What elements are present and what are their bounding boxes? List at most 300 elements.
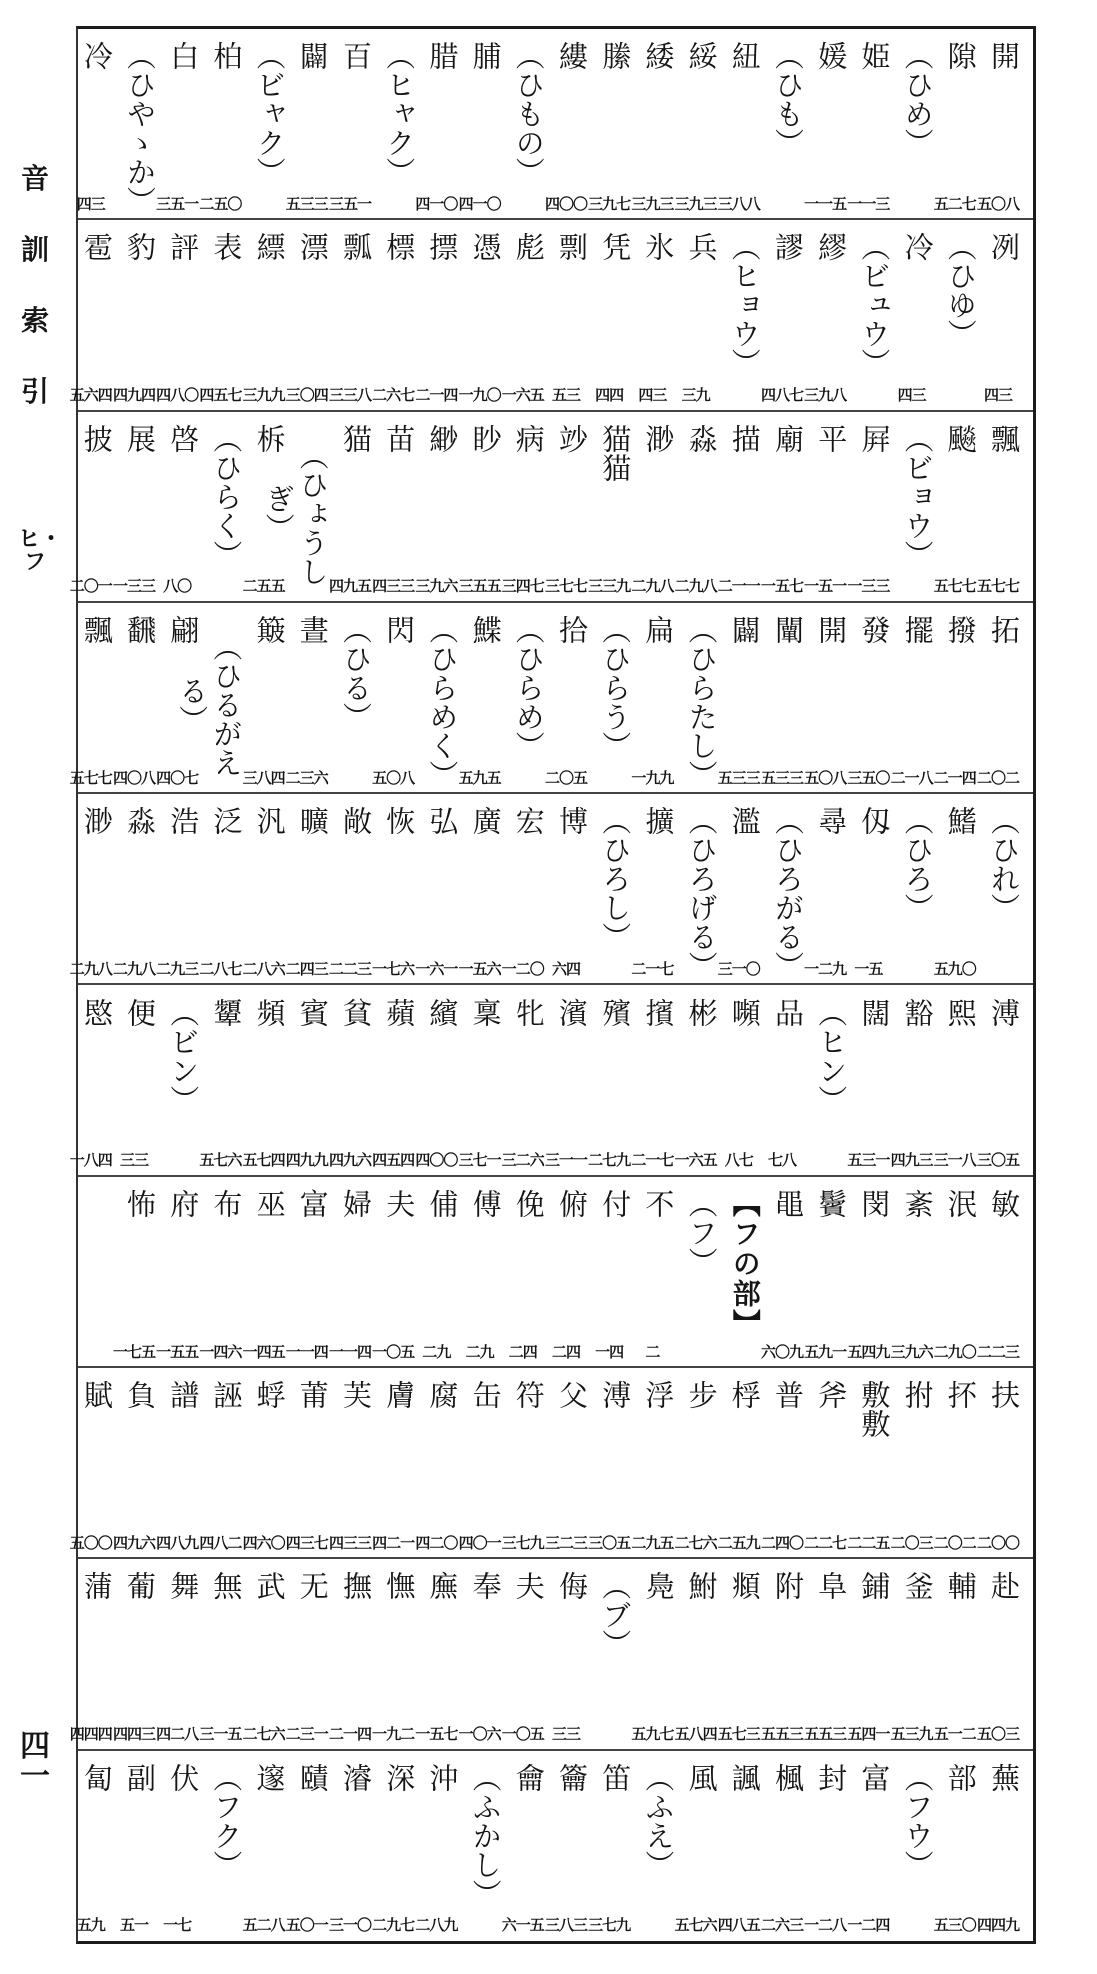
index-entry	[327, 1177, 373, 1368]
entry-head: 嚬	[727, 997, 762, 1027]
entry-head: 發	[857, 614, 892, 644]
index-entry	[111, 412, 157, 603]
entry-head: 苗	[382, 423, 417, 453]
entry-page-ref: 二四三	[285, 959, 328, 978]
index-entry	[586, 1368, 632, 1559]
entry-head: 俌	[425, 1188, 460, 1218]
entry-head: 缶	[468, 1380, 503, 1410]
entry-head: 仭	[857, 806, 892, 836]
entry-head: 渺	[79, 806, 114, 836]
index-entry	[241, 794, 287, 985]
index-entry	[629, 794, 675, 985]
entry-head: 擺	[900, 614, 935, 644]
entry-page-ref: 三一〇	[328, 1916, 371, 1935]
entry-page-ref: 二七九	[588, 1151, 631, 1170]
entry-page-ref: 二二五	[847, 1533, 890, 1552]
entry-page-ref: 二一七	[631, 959, 674, 978]
entry-page-ref: 三七九	[501, 1533, 544, 1552]
index-entry	[543, 1177, 589, 1368]
index-entry	[111, 794, 157, 985]
entry-head: 敏	[987, 1188, 1021, 1218]
entry-head: 莆	[295, 1380, 330, 1410]
index-entry	[802, 29, 848, 220]
entry-head: 濱	[555, 997, 589, 1027]
entry-head: 猫	[339, 423, 373, 453]
index-entry	[802, 220, 848, 411]
index-entry	[413, 1751, 459, 1942]
entry-page-ref: 三八三	[544, 1916, 587, 1935]
entry-page-ref: 四二一	[372, 1533, 415, 1552]
entry-head: 冷	[900, 232, 935, 262]
index-entry	[154, 1559, 200, 1750]
entry-head: 廣	[468, 806, 503, 836]
entry-page-ref: 五八四	[674, 1725, 717, 1744]
entry-head: 闊	[857, 997, 892, 1027]
entry-head: 膚	[382, 1380, 417, 1410]
entry-page-ref: 一三三	[112, 577, 155, 596]
index-entry	[543, 1751, 589, 1942]
entry-page-ref: 五七七	[933, 577, 976, 596]
entry-head: 鰭	[943, 806, 978, 836]
entry-head: 輔	[943, 1571, 978, 1601]
entry-head: 飄	[79, 614, 114, 644]
index-entry	[932, 794, 978, 985]
index-band	[78, 29, 1033, 220]
index-entry	[845, 412, 891, 603]
index-band	[69, 986, 1033, 1177]
entry-page-ref: 五〇八	[372, 768, 415, 787]
entry-head: 縢	[598, 41, 633, 70]
index-entry	[932, 1177, 978, 1368]
entry-page-ref: 四一〇	[415, 194, 458, 213]
entry-page-ref: 五七七	[976, 577, 1019, 596]
entry-page-ref: 四三三	[372, 577, 415, 596]
index-entry	[111, 1751, 157, 1942]
entry-page-ref: 六〇九	[760, 1342, 803, 1361]
entry-page-ref: 三一八	[933, 1151, 976, 1170]
index-entry	[327, 794, 373, 985]
entry-page-ref: 五四九	[847, 1342, 890, 1361]
entry-head: 副	[123, 1762, 157, 1792]
entry-head: 沖	[425, 1762, 460, 1792]
index-entry	[586, 1751, 632, 1942]
index-entry	[629, 29, 675, 220]
entry-head: 敷敷	[857, 1380, 892, 1439]
index-entry	[500, 1751, 546, 1942]
entry-page-ref: 一四	[595, 1342, 624, 1361]
entry-page-ref: 三九六	[890, 1342, 933, 1361]
entry-page-ref: 一五七	[760, 577, 803, 596]
entry-page-ref: 三一〇	[717, 959, 760, 978]
entry-head: 撥	[943, 614, 978, 644]
entry-head: 廡	[425, 1571, 460, 1601]
entry-head: （フ）	[684, 1188, 719, 1276]
entry-page-ref: 五三三	[717, 768, 760, 787]
index-entry	[716, 603, 762, 794]
entry-head: 漂	[295, 232, 330, 262]
entry-page-ref: 一五六	[458, 959, 501, 978]
index-entry	[673, 220, 719, 411]
entry-page-ref: 五〇三	[976, 1725, 1019, 1744]
entry-head: 鮒	[684, 1571, 719, 1601]
entry-page-ref: 四三	[638, 386, 667, 405]
entry-head: 附	[771, 1571, 805, 1601]
entry-head: （ひらめ）	[511, 614, 546, 760]
entry-page-ref: 五三一	[847, 1151, 890, 1170]
entry-page-ref: 三八八	[717, 194, 760, 213]
index-entry	[327, 412, 373, 603]
index-entry	[975, 29, 1021, 220]
entry-page-ref: 四八二	[199, 1533, 242, 1552]
index-entry	[975, 412, 1021, 603]
entry-head: 闡	[771, 614, 805, 644]
entry-page-ref: 三八四	[242, 768, 285, 787]
index-entry	[673, 986, 719, 1177]
entry-head: 繆	[814, 232, 849, 262]
entry-page-ref: 二〇三	[890, 1533, 933, 1552]
entry-head: 浮	[641, 1380, 676, 1410]
entry-head: 猫猫	[598, 423, 633, 482]
index-entry	[759, 412, 805, 603]
index-entry	[759, 1368, 805, 1559]
index-entry	[500, 986, 546, 1177]
index-entry	[543, 794, 589, 985]
index-entry	[673, 29, 719, 220]
entry-head: 綏	[684, 41, 719, 70]
index-entry	[759, 1559, 805, 1750]
entry-head: 彪	[511, 232, 546, 262]
entry-head: 評	[166, 232, 201, 262]
index-entry	[586, 986, 632, 1177]
entry-page-ref: 二九	[422, 1342, 451, 1361]
index-entry	[284, 986, 330, 1177]
entry-head: 布	[209, 1188, 244, 1218]
index-entry	[975, 1177, 1021, 1368]
index-entry	[457, 220, 503, 411]
index-entry	[543, 1559, 589, 1750]
index-entry	[500, 220, 546, 411]
entry-head: 舞	[166, 1571, 201, 1601]
entry-head: 富	[857, 1762, 892, 1792]
entry-page-ref: 一四六	[199, 1342, 242, 1361]
index-entry	[716, 986, 762, 1177]
entry-page-ref: 二八七	[199, 959, 242, 978]
index-entry	[197, 29, 243, 220]
index-entry	[197, 794, 243, 985]
index-entry	[68, 220, 114, 411]
entry-page-ref: 五七六	[674, 1916, 717, 1935]
index-entry	[413, 1177, 459, 1368]
entry-head: 憮	[382, 1571, 417, 1601]
entry-page-ref: 三九七	[588, 194, 631, 213]
entry-page-ref: 二〇一	[69, 577, 112, 596]
index-band	[69, 412, 1033, 603]
index-title-char: 訓	[20, 233, 49, 266]
entry-head: 恢	[382, 806, 417, 836]
entry-page-ref: 五六四	[69, 386, 112, 405]
entry-head: 俛	[511, 1188, 546, 1218]
entry-page-ref: 五〇八	[976, 194, 1019, 213]
entry-page-ref: 二六三	[760, 1916, 803, 1935]
section-label: ヒ・フ	[18, 526, 63, 576]
entry-page-ref: 三五〇	[847, 768, 890, 787]
entry-page-ref: 二一一	[717, 577, 760, 596]
entry-page-ref: 一一三	[847, 194, 890, 213]
index-entry	[111, 1559, 157, 1750]
entry-head: 扶	[987, 1380, 1021, 1410]
entry-head: 扁	[641, 614, 676, 644]
entry-head: 黽	[771, 1188, 805, 1218]
entry-page-ref: 一一四	[285, 1342, 328, 1361]
index-entry	[889, 794, 935, 985]
index-entry	[543, 1368, 589, 1559]
entry-head: 謬	[771, 232, 805, 262]
entry-head: 俯	[555, 1188, 589, 1218]
entry-head: （ビュウ）	[857, 232, 892, 378]
entry-page-ref: 二九〇	[933, 1342, 976, 1361]
entry-head: 渺	[641, 423, 676, 453]
entry-head: 步	[684, 1380, 719, 1410]
index-entry	[413, 794, 459, 985]
index-entry	[111, 986, 157, 1177]
entry-head: （ビャク）	[252, 41, 287, 186]
index-entry	[802, 794, 848, 985]
entry-page-ref: 三三八	[328, 386, 371, 405]
entry-head: 普	[771, 1380, 805, 1410]
entry-head: （ひも）	[771, 41, 805, 157]
index-entry	[716, 29, 762, 220]
entry-head: 晝	[295, 614, 330, 644]
index-entry	[68, 1559, 114, 1750]
index-entry	[543, 603, 589, 794]
index-entry	[284, 1177, 330, 1368]
index-entry	[629, 1368, 675, 1559]
entry-head: （ヒン）	[814, 997, 849, 1114]
entry-head: 平	[814, 423, 849, 453]
entry-head: （ひらたし）	[684, 614, 719, 789]
entry-page-ref: 五九七	[631, 1725, 674, 1744]
entry-page-ref: 一二四	[847, 1916, 890, 1935]
index-entry	[111, 29, 157, 220]
entry-page-ref: 一五一	[804, 577, 847, 596]
index-entry	[413, 1368, 459, 1559]
index-entry	[327, 603, 373, 794]
entry-head: 富	[295, 1188, 330, 1218]
index-entry	[68, 1368, 114, 1559]
entry-head: 龠	[511, 1762, 546, 1792]
index-entry	[845, 986, 891, 1177]
entry-head: 顰	[209, 997, 244, 1027]
entry-head: 負	[123, 1380, 157, 1410]
entry-head: 部	[943, 1762, 978, 1792]
entry-head: 縹	[252, 232, 287, 262]
index-entry	[932, 29, 978, 220]
entry-page-ref: 二六七	[372, 386, 415, 405]
entry-page-ref: 五三三	[760, 768, 803, 787]
entry-page-ref: 二一四	[328, 1725, 371, 1744]
entry-page-ref: 四二〇	[415, 1533, 458, 1552]
index-entry	[586, 220, 632, 411]
index-entry	[845, 220, 891, 411]
index-entry	[716, 412, 762, 603]
entry-page-ref: 二八九	[415, 1916, 458, 1935]
entry-head: 芙	[339, 1380, 373, 1410]
entry-page-ref: 二五九	[717, 1533, 760, 1552]
index-entry	[154, 986, 200, 1177]
index-entry	[284, 603, 330, 794]
entry-head: 譜	[166, 1380, 201, 1410]
index-entry	[716, 1751, 762, 1942]
entry-head: （フク）	[209, 1762, 244, 1879]
entry-page-ref: 三七七	[544, 577, 587, 596]
entry-page-ref: 一二九	[804, 959, 847, 978]
entry-head: 笛	[598, 1762, 633, 1792]
entry-page-ref: 二九八	[112, 959, 155, 978]
index-entry	[197, 1751, 243, 1942]
entry-head: （ひゆ）	[943, 232, 978, 349]
entry-head: 頫	[727, 1571, 762, 1601]
index-title-char: 音	[20, 162, 49, 195]
index-entry	[457, 794, 503, 985]
entry-head: 展	[123, 423, 157, 453]
index-entry	[241, 412, 287, 603]
entry-page-ref: 五三九	[890, 1725, 933, 1744]
page-number: 四一	[20, 1729, 50, 1794]
index-entry	[932, 220, 978, 411]
index-entry	[759, 220, 805, 411]
entry-page-ref: 一九九	[631, 768, 674, 787]
entry-head: 府	[166, 1188, 201, 1218]
entry-head: 汎	[252, 806, 287, 836]
entry-head: 開	[987, 41, 1021, 70]
index-entry	[932, 1559, 978, 1750]
entry-page-ref: 五九〇	[933, 959, 976, 978]
entry-page-ref: 五九	[76, 1916, 105, 1935]
index-entry	[673, 1751, 719, 1942]
entry-page-ref: 五七四	[242, 1151, 285, 1170]
entry-head: 溥	[987, 997, 1021, 1027]
entry-head: 博	[555, 806, 589, 836]
entry-page-ref: 四三	[76, 194, 105, 213]
index-entry	[457, 1177, 503, 1368]
index-table	[69, 26, 1036, 1944]
index-entry	[457, 1368, 503, 1559]
entry-page-ref: 一五七	[415, 1725, 458, 1744]
entry-head: 縷	[555, 41, 589, 70]
entry-head: 緲	[425, 423, 460, 453]
entry-page-ref: 二一四	[933, 768, 976, 787]
index-entry	[845, 1559, 891, 1750]
index-entry	[413, 29, 459, 220]
entry-page-ref: 二	[645, 1342, 660, 1361]
index-entry	[975, 1368, 1021, 1559]
entry-head: 拾	[555, 614, 589, 644]
entry-page-ref: 四〇〇	[415, 1151, 458, 1170]
index-entry	[327, 1751, 373, 1942]
entry-page-ref: 四八五	[717, 1916, 760, 1935]
index-entry	[629, 412, 675, 603]
entry-page-ref: 七八	[767, 1151, 796, 1170]
index-entry	[111, 603, 157, 794]
entry-head: 封	[814, 1762, 849, 1792]
entry-page-ref: 四四四	[69, 1725, 112, 1744]
index-band	[78, 1751, 1033, 1942]
entry-page-ref: 一二八	[804, 1916, 847, 1935]
entry-page-ref: 三三	[119, 1151, 148, 1170]
index-entry	[327, 1559, 373, 1750]
entry-page-ref: 五一	[119, 1916, 148, 1935]
entry-head: 抔	[943, 1380, 978, 1410]
index-entry	[845, 1751, 891, 1942]
entry-head: 蜉	[252, 1380, 287, 1410]
entry-head: 斧	[814, 1380, 849, 1410]
entry-page-ref: 四八七	[760, 386, 803, 405]
entry-head: 品	[771, 997, 805, 1027]
entry-head: 奉	[468, 1571, 503, 1601]
index-entry	[327, 1368, 373, 1559]
index-entry	[500, 412, 546, 603]
entry-head: 深	[382, 1762, 417, 1792]
entry-page-ref: 一九二	[372, 1725, 415, 1744]
entry-head: （ビン）	[166, 997, 201, 1114]
index-entry	[975, 220, 1021, 411]
entry-head: 籥	[555, 1762, 589, 1792]
entry-head: 豹	[123, 232, 157, 262]
index-entry	[413, 1559, 459, 1750]
side-rail	[0, 0, 76, 1974]
entry-head: 伏	[166, 1762, 201, 1792]
entry-page-ref: 一二〇	[501, 959, 544, 978]
entry-page-ref: 二九	[465, 1342, 494, 1361]
index-entry	[457, 29, 503, 220]
entry-head: 隙	[943, 41, 978, 70]
index-entry	[111, 1177, 157, 1368]
entry-head: 巫	[252, 1188, 287, 1218]
entry-page-ref: 四三七	[285, 1533, 328, 1552]
entry-page-ref: 五七三	[717, 1725, 760, 1744]
index-entry	[413, 412, 459, 603]
entry-head: 媛	[814, 41, 849, 70]
entry-head: 濫	[727, 806, 762, 836]
index-entry	[327, 220, 373, 411]
index-title-char: 引	[20, 375, 49, 408]
entry-head: 彬	[684, 997, 719, 1027]
entry-head: 傅	[468, 1188, 503, 1218]
entry-head: 闢	[727, 614, 762, 644]
entry-head: 釜	[900, 1571, 935, 1601]
index-entry	[111, 220, 157, 411]
index-entry	[629, 603, 675, 794]
entry-head: （ひらう）	[598, 614, 633, 760]
index-entry	[370, 1368, 416, 1559]
entry-head: 冷	[79, 41, 114, 70]
entry-head: 雹	[79, 232, 114, 262]
entry-page-ref: 三七一	[458, 1151, 501, 1170]
entry-head: 鋪	[857, 1571, 892, 1601]
entry-page-ref: 四三	[897, 386, 926, 405]
entry-head: 浩	[166, 806, 201, 836]
entry-head: 摽	[425, 232, 460, 262]
entry-page-ref: 二九七	[372, 1916, 415, 1935]
entry-head: （ひろげる）	[684, 806, 719, 981]
entry-head: 泛	[209, 806, 244, 836]
index-entry	[759, 603, 805, 794]
entry-page-ref: 四九六	[112, 1533, 155, 1552]
index-entry	[845, 29, 891, 220]
entry-page-ref: 五五三	[760, 1725, 803, 1744]
index-entry	[673, 603, 719, 794]
index-entry	[586, 603, 632, 794]
